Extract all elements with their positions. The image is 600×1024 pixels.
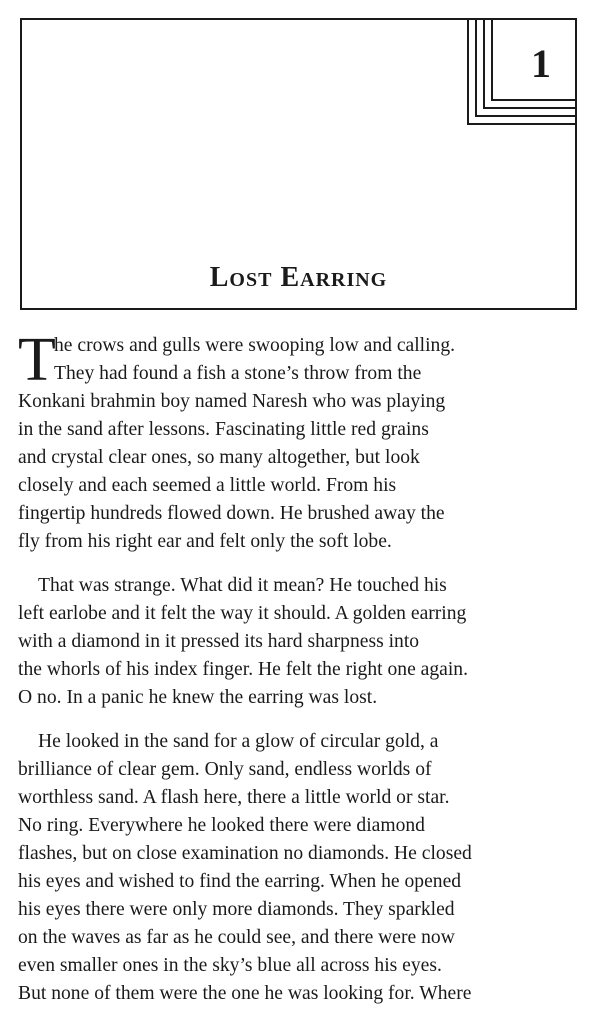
text-line: They had found a fish a stone’s throw from the (54, 363, 422, 384)
text-line: fingertip hundreds flowed down. He brushed away the (18, 503, 445, 524)
paragraph-2 (18, 572, 586, 712)
text-line: flashes, but on close examination no diamonds. He closed (18, 843, 472, 864)
text-line: O no. In a panic he knew the earring was lost. (18, 687, 378, 708)
text-line: the whorls of his index finger. He felt the right one again. (18, 659, 468, 680)
text-line: his eyes and wished to find the earring. When he opened (18, 871, 462, 892)
text-line: No ring. Everywhere he looked there were diamond (18, 815, 425, 836)
text-line: in the sand after lessons. Fascinating little red grains (18, 419, 429, 440)
drop-cap-letter: T (18, 326, 56, 394)
text-line: Konkani brahmin boy named Naresh who was playing (18, 391, 446, 412)
text-line: on the waves as far as he could see, and there were now (18, 927, 455, 948)
chapter-body (18, 326, 586, 1024)
paragraph-3 (18, 728, 586, 1008)
text-line: brilliance of clear gem. Only sand, endless worlds of (18, 759, 432, 780)
paragraph-1 (18, 326, 586, 556)
text-line: and crystal clear ones, so many altogether, but look (18, 447, 420, 468)
text-line: fly from his right ear and felt only the soft lobe. (18, 531, 392, 552)
text-line: closely and each seemed a little world. From his (18, 475, 397, 496)
text-line: his eyes there were only more diamonds. They sparkled (18, 899, 455, 920)
chapter-title: Lost Earring (209, 262, 388, 293)
chapter-number: 1 (531, 41, 551, 86)
chapter-header-box (20, 18, 577, 310)
text-line: he crows and gulls were swooping low and calling. (54, 335, 456, 356)
text-line: But none of them were the one he was looking for. Where (18, 983, 472, 1004)
text-line: That was strange. What did it mean? He touched his (38, 575, 447, 596)
text-line: with a diamond in it pressed its hard sharpness into (18, 631, 420, 652)
text-line: left earlobe and it felt the way it should. A golden earring (18, 603, 467, 624)
text-line: even smaller ones in the sky’s blue all across his eyes. (18, 955, 442, 976)
text-line: He looked in the sand for a glow of circular gold, a (38, 731, 439, 752)
text-line: worthless sand. A flash here, there a little world or star. (18, 787, 450, 808)
